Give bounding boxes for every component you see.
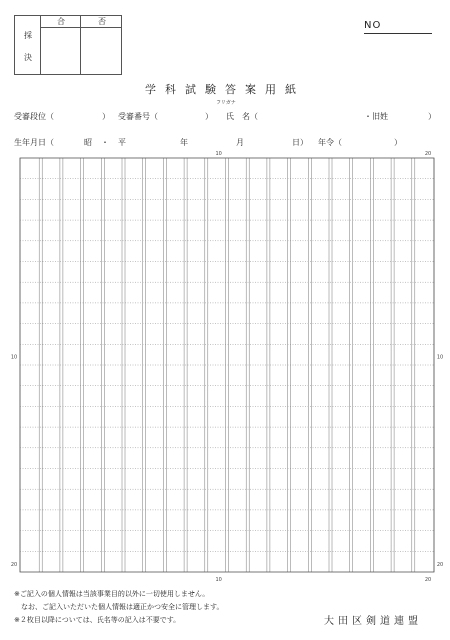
grid-top-label-10: 10 — [215, 151, 222, 157]
sheet-number-label: NO — [364, 20, 382, 31]
grid-side-label-20: 20 — [10, 562, 18, 568]
era-showa[interactable]: 昭 — [84, 138, 92, 147]
stamp-side-label-2: 決 — [24, 53, 32, 62]
era-separator: ・ — [101, 138, 109, 147]
stamp-side-label-1: 採 — [24, 31, 32, 40]
month-label: 月 — [236, 138, 244, 147]
grid-side-label-right-10: 10 — [436, 354, 444, 361]
privacy-notes — [14, 588, 223, 627]
grid-bottom-label-10: 10 — [215, 577, 222, 583]
era-heisei[interactable]: 平 — [118, 138, 126, 147]
age-close: ） — [394, 138, 402, 147]
grid-side-label-right-20: 20 — [436, 562, 444, 568]
exam-number-label: 受審番号（ — [118, 112, 158, 121]
page-title: 学科試験答案用紙 — [145, 83, 305, 96]
birthdate-label: 生年月日（ — [14, 138, 54, 147]
grid-top-label-20: 20 — [424, 151, 432, 157]
grid-bottom-label-20: 20 — [424, 577, 432, 583]
rank-label: 受審段位（ — [14, 112, 54, 121]
stamp-pass-header: 合 — [57, 17, 65, 26]
note-line-3: ※２枚目以降については、氏名等の記入は不要です。 — [14, 616, 181, 624]
note-line-1: ※ご記入の個人情報は当該事業目的以外に一切使用しません。 — [14, 590, 210, 598]
stamp-fail-header: 否 — [98, 17, 106, 26]
day-close: 日） — [292, 138, 308, 147]
note-line-2: なお、ご記入いただいた個人情報は適正かつ安全に管理します。 — [14, 603, 224, 611]
maiden-name-label: ・旧姓 — [364, 112, 388, 121]
furigana-label: フリガナ — [216, 100, 236, 106]
name-label: 氏 名（ — [226, 112, 258, 121]
organization-name: 大田区剣道連盟 — [324, 616, 422, 627]
grid-border — [20, 158, 434, 572]
exam-number-close: ） — [205, 112, 213, 121]
rank-close: ） — [102, 112, 110, 121]
grid-side-label-10: 10 — [10, 354, 18, 361]
age-label: 年令（ — [318, 138, 342, 147]
year-label: 年 — [180, 138, 188, 147]
name-close: ） — [428, 112, 436, 121]
